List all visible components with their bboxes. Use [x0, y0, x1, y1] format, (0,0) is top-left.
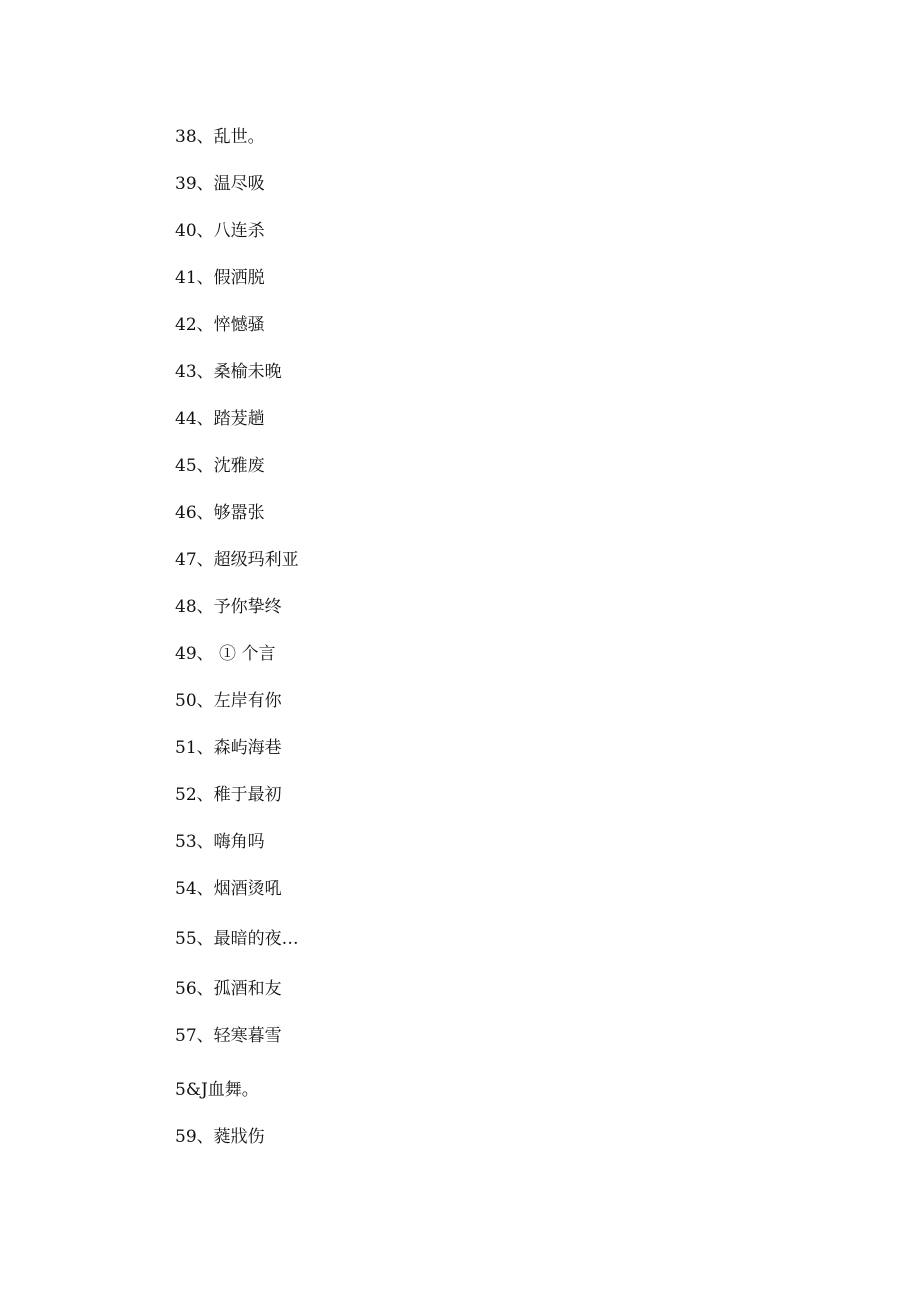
list-item: 41、假洒脱 — [175, 268, 265, 288]
list-item: 56、孤酒和友 — [175, 979, 282, 999]
list-item: 38、乱世。 — [175, 127, 265, 147]
list-item: 44、踏茇趟 — [175, 409, 265, 429]
list-item: 48、予你挚终 — [175, 597, 282, 617]
list-item: 46、够嚣张 — [175, 503, 265, 523]
list-item: 5&J血舞。 — [175, 1080, 259, 1100]
list-item: 42、悴憾骚 — [175, 315, 265, 335]
list-item: 52、稚于最初 — [175, 785, 282, 805]
list-item: 49、 ① 个言 — [175, 644, 276, 664]
list-item: 50、左岸有你 — [175, 691, 282, 711]
list-item: 39、温尽吸 — [175, 174, 265, 194]
list-item: 51、森屿海巷 — [175, 738, 282, 758]
list-item: 47、超级玛利亚 — [175, 550, 299, 570]
list-item: 45、沈雅废 — [175, 456, 265, 476]
list-item: 57、轻寒暮雪 — [175, 1026, 282, 1046]
name-list — [175, 123, 299, 1170]
list-item: 59、蕤戕伤 — [175, 1127, 265, 1147]
list-item: 40、八连杀 — [175, 221, 265, 241]
list-item: 53、嗨角吗 — [175, 832, 265, 852]
list-item: 54、烟酒烫吼 — [175, 879, 282, 899]
list-item: 43、桑榆未晚 — [175, 362, 282, 382]
list-item: 55、最暗的夜… — [175, 929, 299, 949]
